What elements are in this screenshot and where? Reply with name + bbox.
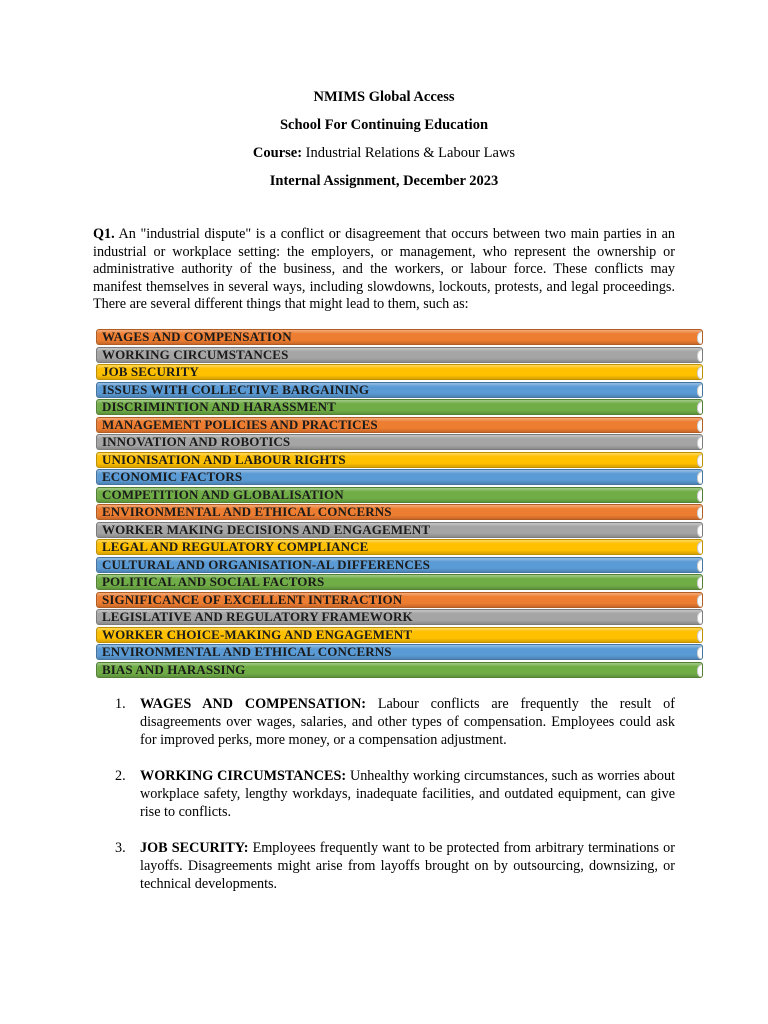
explanation-number: 3. <box>115 840 126 856</box>
explanation-text: Labour conflicts are frequently the result of disagreements over wages, salaries, and other types of compensation. Employees could ask for improved perks, more money, or a compensation adjustment. <box>140 696 675 748</box>
explanation-title: WAGES AND COMPENSATION: <box>140 696 366 712</box>
explanation-list <box>112 695 675 911</box>
cause-bar: ISSUES WITH COLLECTIVE BARGAINING <box>96 382 703 398</box>
cause-bar: BIAS AND HARASSING <box>96 662 703 678</box>
question-text: An "industrial dispute" is a conflict or disagreement that occurs between two main parties in an industrial or workplace setting: the employers, or management, who represent the ownership or administrative authority of the business, and the workers, or labour force. These conflicts may manifest themselves in several ways, including slowdowns, lockouts, protests, and legal proceedings. There are several different things that might lead to them, such as: <box>93 226 675 313</box>
cause-bar: ECONOMIC FACTORS <box>96 469 703 485</box>
assignment-title: Internal Assignment, December 2023 <box>269 173 499 189</box>
cause-bar: WAGES AND COMPENSATION <box>96 329 703 345</box>
cause-bar: WORKER CHOICE-MAKING AND ENGAGEMENT <box>96 627 703 643</box>
explanation-item <box>112 839 675 893</box>
cause-bar: WORKING CIRCUMSTANCES <box>96 347 703 363</box>
cause-bar: LEGAL AND REGULATORY COMPLIANCE <box>96 539 703 555</box>
explanation-text: Employees frequently want to be protected from arbitrary terminations or layoffs. Disagreements might arise from layoffs brought on by outsourcing, downsizing, or technical developments. <box>140 840 675 892</box>
cause-bar: POLITICAL AND SOCIAL FACTORS <box>96 574 703 590</box>
cause-bar: UNIONISATION AND LABOUR RIGHTS <box>96 452 703 468</box>
school-title: School For Continuing Education <box>279 117 489 133</box>
course-label: Course: <box>252 145 303 161</box>
cause-bar: COMPETITION AND GLOBALISATION <box>96 487 703 503</box>
explanation-number: 2. <box>115 768 126 784</box>
question-label: Q1. <box>93 226 115 242</box>
cause-bar: LEGISLATIVE AND REGULATORY FRAMEWORK <box>96 609 703 625</box>
explanation-item <box>112 767 675 821</box>
cause-bar: WORKER MAKING DECISIONS AND ENGAGEMENT <box>96 522 703 538</box>
explanation-number: 1. <box>115 696 126 712</box>
cause-bar: MANAGEMENT POLICIES AND PRACTICES <box>96 417 703 433</box>
cause-bar: SIGNIFICANCE OF EXCELLENT INTERACTION <box>96 592 703 608</box>
institution-title: NMIMS Global Access <box>313 89 455 105</box>
explanation-text: Unhealthy working circumstances, such as worries about workplace safety, lengthy workdays, inadequate facilities, and outdated equipment, can give rise to conflicts. <box>140 768 676 820</box>
course-line <box>0 144 768 162</box>
cause-bar: JOB SECURITY <box>96 364 703 380</box>
causes-bar-list <box>96 329 703 679</box>
explanation-title: WORKING CIRCUMSTANCES: <box>140 768 347 784</box>
cause-bar: ENVIRONMENTAL AND ETHICAL CONCERNS <box>96 504 703 520</box>
explanation-title: JOB SECURITY: <box>140 840 249 856</box>
cause-bar: CULTURAL AND ORGANISATION-AL DIFFERENCES <box>96 557 703 573</box>
course-name: Industrial Relations & Labour Laws <box>305 145 516 161</box>
cause-bar: INNOVATION AND ROBOTICS <box>96 434 703 450</box>
question-paragraph <box>93 226 675 314</box>
explanation-item <box>112 695 675 749</box>
cause-bar: DISCRIMINTION AND HARASSMENT <box>96 399 703 415</box>
cause-bar: ENVIRONMENTAL AND ETHICAL CONCERNS <box>96 644 703 660</box>
